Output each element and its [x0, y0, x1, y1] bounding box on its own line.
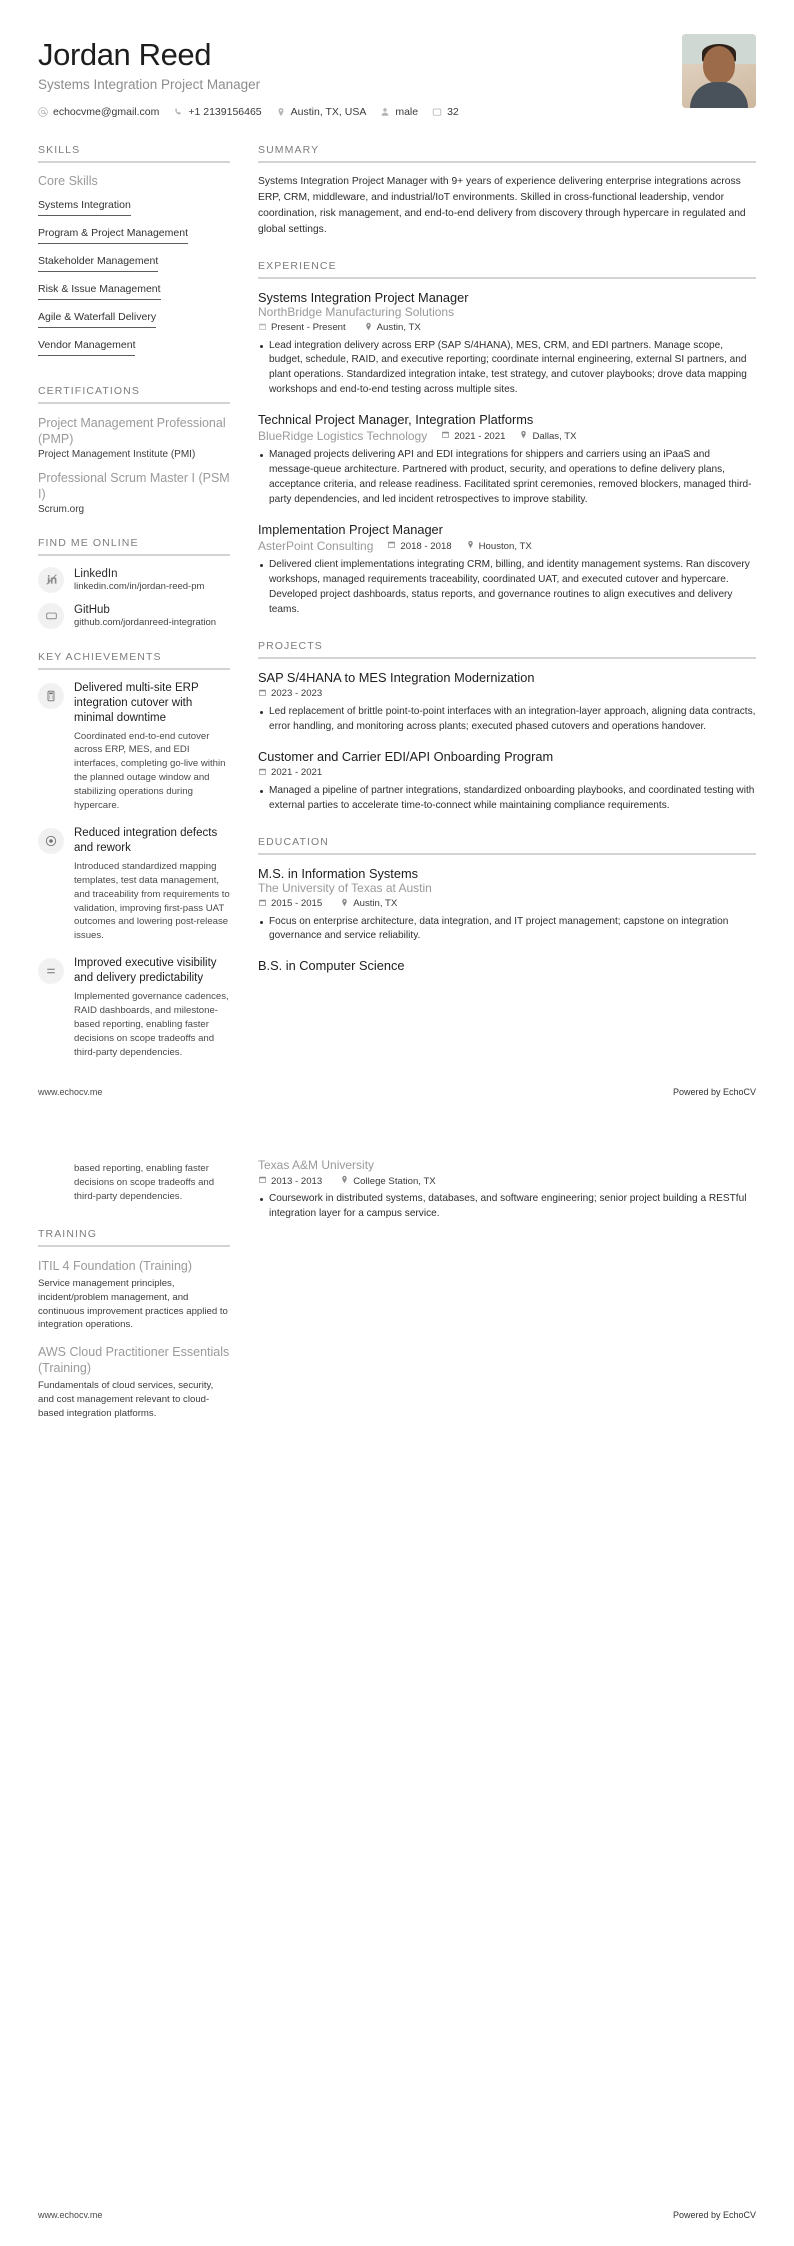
experience-meta	[258, 539, 756, 553]
education-meta	[258, 1175, 756, 1187]
experience-meta	[258, 322, 756, 334]
training-name: ITIL 4 Foundation (Training)	[38, 1258, 193, 1273]
education-bullets	[258, 915, 756, 945]
project-dates-value: 2021 - 2021	[271, 767, 323, 779]
education-location-value: College Station, TX	[353, 1175, 436, 1187]
contact-email[interactable]	[38, 106, 159, 118]
section-heading-find-me-online: FIND ME ONLINE	[38, 536, 139, 549]
experience-dates	[441, 430, 505, 442]
section-divider	[258, 657, 756, 659]
section-heading-training: TRAINING	[38, 1227, 97, 1240]
project-entry	[258, 749, 756, 814]
bullet-item: Led replacement of brittle point-to-point interfaces with an integration-layer approach, aligning data contracts, error handling, and monitoring across plants; executed phased cutovers and operations handover.	[258, 705, 756, 735]
achievement-item-continued	[38, 1158, 230, 1204]
bullet-item: Focus on enterprise architecture, data integration, and IT project management; capstone on integration governance and service reliability.	[258, 915, 756, 945]
training-item	[38, 1344, 230, 1421]
section-education	[258, 836, 756, 974]
experience-location-value: Dallas, TX	[532, 430, 577, 442]
experience-company: NorthBridge Manufacturing Solutions	[258, 304, 455, 319]
education-dates-value: 2015 - 2015	[271, 898, 323, 910]
section-summary	[258, 144, 756, 238]
main-column	[258, 144, 756, 1082]
experience-dates-value: 2021 - 2021	[454, 430, 506, 442]
section-divider	[38, 1245, 230, 1247]
section-divider	[258, 161, 756, 163]
calculator-icon	[38, 683, 64, 709]
achievement-item	[38, 826, 230, 943]
certification-name: Project Management Professional (PMP)	[38, 415, 226, 446]
training-description: Service management principles, incident/problem management, and continuous improvement practices applied to integration operations.	[38, 1277, 228, 1331]
education-location	[340, 1175, 435, 1187]
education-school: The University of Texas at Austin	[258, 880, 432, 895]
experience-company: AsterPoint Consulting	[258, 539, 374, 554]
section-divider	[38, 668, 230, 670]
experience-bullets	[258, 558, 756, 618]
education-dates-value: 2013 - 2013	[271, 1175, 323, 1187]
experience-bullets	[258, 448, 756, 508]
skill-chip: Risk & Issue Management	[38, 283, 161, 300]
calendar-icon	[432, 107, 442, 117]
skill-row	[38, 195, 230, 223]
certification-item	[38, 415, 230, 460]
online-profile-linkedin[interactable]	[38, 567, 230, 593]
location-pin-icon	[519, 430, 528, 442]
project-title: SAP S/4HANA to MES Integration Modernization	[258, 669, 535, 685]
achievement-description: Introduced standardized mapping templates, test data management, and traceability from requirements to validation, improving first-pass UAT outcomes and lowering post-release issues.	[74, 860, 230, 942]
achievement-text	[74, 1158, 230, 1204]
skill-row	[38, 307, 230, 335]
resume-page-2	[0, 1123, 794, 2246]
experience-bullets	[258, 339, 756, 399]
phone-icon	[173, 107, 183, 117]
certification-issuer: Scrum.org	[38, 503, 85, 515]
person-icon	[380, 107, 390, 117]
section-divider	[258, 853, 756, 855]
section-training	[38, 1228, 230, 1421]
online-label: GitHub	[74, 603, 110, 616]
training-item	[38, 1258, 230, 1333]
location-pin-icon	[276, 107, 286, 117]
footer-website[interactable]: www.echocv.me	[38, 1087, 103, 1097]
section-heading-skills: SKILLS	[38, 143, 81, 156]
project-bullets	[258, 705, 756, 735]
sidebar-column	[38, 1158, 230, 1443]
achievement-title: Improved executive visibility and delivery predictability	[74, 957, 217, 985]
online-profile-text	[74, 568, 204, 592]
skill-chip: Systems Integration	[38, 199, 131, 216]
calendar-icon	[258, 688, 267, 700]
bullet-item: Delivered client implementations integrating CRM, billing, and identity management systems. Ran discovery workshops, managed requirements traceability, coordinated UAT, and executed cutover and hypercare. Developed project dashboards, status reports, and governance routines to align executives and delivery teams.	[258, 558, 756, 618]
experience-dates	[387, 540, 451, 552]
project-dates-value: 2023 - 2023	[271, 688, 323, 700]
calendar-icon	[258, 1175, 267, 1187]
page-footer	[38, 2210, 756, 2220]
section-divider	[258, 277, 756, 279]
skills-group-label: Core Skills	[38, 173, 98, 188]
achievement-title: Reduced integration defects and rework	[74, 826, 218, 854]
education-location	[340, 898, 397, 910]
bullet-item: Managed projects delivering API and EDI integrations for shippers and carriers using an iPaaS and message-queue architecture. Partnered with product, security, and operations to define delivery plans, acceptance criteria, and release readiness. Facilitated sprint ceremonies, removed blockers, managed third-party dependencies, and led incident retrospectives to improve stability.	[258, 448, 756, 508]
education-location-value: Austin, TX	[353, 898, 398, 910]
achievement-description: Implemented governance cadences, RAID dashboards, and milestone-based reporting, enabling faster decisions on scope tradeoffs and third-party dependencies.	[74, 991, 229, 1058]
skill-chip: Stakeholder Management	[38, 255, 158, 272]
contact-row	[38, 106, 459, 118]
project-entry	[258, 670, 756, 735]
education-degree: B.S. in Computer Science	[258, 958, 405, 974]
contact-location	[276, 106, 367, 118]
achievement-text	[74, 956, 230, 1059]
bullet-item: Lead integration delivery across ERP (SAP S/4HANA), MES, CRM, and EDI partners. Manage scope, budget, schedule, RAID, and executive reporting; coordinate internal engineering, external SI partners, and plant operations. Standardized integration intake, test strategy, and cutover playbooks; drove data mapping workshops and end-to-end testing across multiple sites.	[258, 339, 756, 399]
experience-job-title: Technical Project Manager, Integration Platforms	[258, 412, 534, 428]
job-title: Systems Integration Project Manager	[38, 76, 261, 92]
calendar-icon	[387, 540, 396, 552]
project-title: Customer and Carrier EDI/API Onboarding Program	[258, 748, 554, 764]
linkedin-icon	[38, 567, 64, 593]
experience-location-value: Austin, TX	[376, 322, 421, 334]
section-heading-summary: SUMMARY	[258, 143, 320, 156]
email-icon	[38, 107, 48, 117]
education-entry-continued	[258, 1158, 756, 1222]
achievement-title: Delivered multi-site ERP integration cutover with minimal downtime	[74, 681, 199, 724]
content-columns	[38, 144, 756, 1082]
experience-meta	[258, 429, 756, 443]
education-dates	[258, 1175, 322, 1187]
avatar	[682, 34, 756, 108]
skill-row	[38, 223, 230, 251]
content-columns	[38, 1158, 756, 1443]
section-skills	[38, 144, 230, 363]
education-entry	[258, 866, 756, 945]
skill-row	[38, 279, 230, 307]
online-profile-github[interactable]	[38, 603, 230, 629]
training-name: AWS Cloud Practitioner Essentials (Training)	[38, 1345, 230, 1376]
skill-row	[38, 335, 230, 363]
section-experience	[258, 260, 756, 618]
experience-location	[364, 322, 421, 334]
experience-location	[466, 540, 532, 552]
gender-value: male	[395, 105, 419, 118]
contact-phone[interactable]	[173, 106, 261, 118]
location-pin-icon	[340, 898, 349, 910]
footer-website[interactable]: www.echocv.me	[38, 2210, 103, 2220]
bullet-item: Managed a pipeline of partner integrations, standardized onboarding playbooks, and coordinated testing with external parties to accelerate time-to-connect while maintaining compliance requirements.	[258, 784, 756, 814]
page-footer	[38, 1087, 756, 1097]
achievement-item	[38, 956, 230, 1059]
education-degree: M.S. in Information Systems	[258, 865, 419, 881]
project-dates	[258, 688, 322, 700]
section-certifications	[38, 385, 230, 515]
achievement-text	[74, 826, 230, 943]
experience-entry	[258, 412, 756, 508]
summary-text: Systems Integration Project Manager with 9+ years of experience delivering enterprise integrations across ERP, CRM, middleware, and industrial/IoT environments. Skilled in cross-functional leadership, vendor coordination, risk management, and end-to-end delivery from discovery through hypercare in regulated and global settings.	[258, 175, 746, 235]
contact-age	[432, 106, 459, 118]
certification-issuer: Project Management Institute (PMI)	[38, 448, 196, 460]
calendar-icon	[258, 322, 267, 334]
experience-dates-value: 2018 - 2018	[400, 540, 452, 552]
section-find-me-online	[38, 537, 230, 629]
section-key-achievements	[38, 651, 230, 1060]
footer-powered-by: Powered by EchoCV	[672, 1087, 756, 1097]
online-profile-text	[74, 604, 216, 628]
certification-name: Professional Scrum Master I (PSM I)	[38, 470, 230, 501]
experience-company: BlueRidge Logistics Technology	[258, 429, 428, 444]
online-url: github.com/jordanreed-integration	[74, 616, 217, 628]
education-school: Texas A&M University	[258, 1158, 375, 1172]
training-description: Fundamentals of cloud services, security, and cost management relevant to cloud-based integration platforms.	[38, 1380, 214, 1420]
education-dates	[258, 898, 322, 910]
phone-value: +1 2139156465	[188, 105, 262, 118]
resume-header	[38, 34, 756, 118]
calendar-icon	[258, 898, 267, 910]
location-pin-icon	[364, 322, 373, 334]
experience-location	[519, 430, 576, 442]
online-url: linkedin.com/in/jordan-reed-pm	[74, 580, 205, 592]
skill-chip: Agile & Waterfall Delivery	[38, 311, 156, 328]
location-pin-icon	[340, 1175, 349, 1187]
project-meta	[258, 767, 756, 779]
experience-entry	[258, 522, 756, 618]
sidebar-column	[38, 144, 230, 1082]
skill-row	[38, 251, 230, 279]
achievement-text	[74, 681, 230, 813]
age-value: 32	[447, 105, 459, 118]
location-pin-icon	[466, 540, 475, 552]
experience-entry	[258, 290, 756, 399]
header-text-block	[38, 34, 459, 118]
certification-item	[38, 470, 230, 515]
email-value: echocvme@gmail.com	[53, 105, 160, 118]
location-value: Austin, TX, USA	[290, 105, 367, 118]
contact-gender	[380, 106, 418, 118]
section-projects	[258, 640, 756, 814]
experience-job-title: Implementation Project Manager	[258, 522, 443, 538]
achievement-item	[38, 681, 230, 813]
skill-chip: Program & Project Management	[38, 227, 188, 244]
education-entry	[258, 958, 756, 973]
calendar-icon	[441, 430, 450, 442]
bullet-item: Coursework in distributed systems, databases, and software engineering; senior project building a RESTful integration layer for a campus service.	[258, 1192, 756, 1222]
section-heading-experience: EXPERIENCE	[258, 259, 337, 272]
section-divider	[38, 161, 230, 163]
section-divider	[38, 402, 230, 404]
experience-job-title: Systems Integration Project Manager	[258, 289, 469, 305]
education-meta	[258, 898, 756, 910]
section-heading-projects: PROJECTS	[258, 639, 323, 652]
project-meta	[258, 688, 756, 700]
online-label: LinkedIn	[74, 567, 118, 580]
experience-dates	[258, 322, 346, 334]
target-icon	[38, 828, 64, 854]
spacer-badge	[38, 1160, 64, 1186]
footer-powered-by: Powered by EchoCV	[672, 2210, 756, 2220]
education-bullets	[258, 1192, 756, 1222]
section-heading-key-achievements: KEY ACHIEVEMENTS	[38, 650, 162, 663]
github-icon	[38, 603, 64, 629]
project-bullets	[258, 784, 756, 814]
avatar-face	[703, 46, 735, 84]
calendar-icon	[258, 767, 267, 779]
section-heading-certifications: CERTIFICATIONS	[38, 384, 140, 397]
list-icon	[38, 958, 64, 984]
main-column	[258, 1158, 756, 1443]
page-title: Jordan Reed	[38, 37, 212, 72]
experience-dates-value: Present - Present	[271, 322, 346, 334]
project-dates	[258, 767, 322, 779]
section-heading-education: EDUCATION	[258, 835, 329, 848]
skill-chip: Vendor Management	[38, 339, 135, 356]
achievement-description-continued: based reporting, enabling faster decisions on scope tradeoffs and third-party dependencies.	[74, 1163, 215, 1202]
achievement-description: Coordinated end-to-end cutover across ERP, MES, and EDI interfaces, completing go-live within the planned outage window and stabilizing operations during hypercare.	[74, 730, 226, 812]
section-divider	[38, 554, 230, 556]
experience-location-value: Houston, TX	[478, 540, 532, 552]
